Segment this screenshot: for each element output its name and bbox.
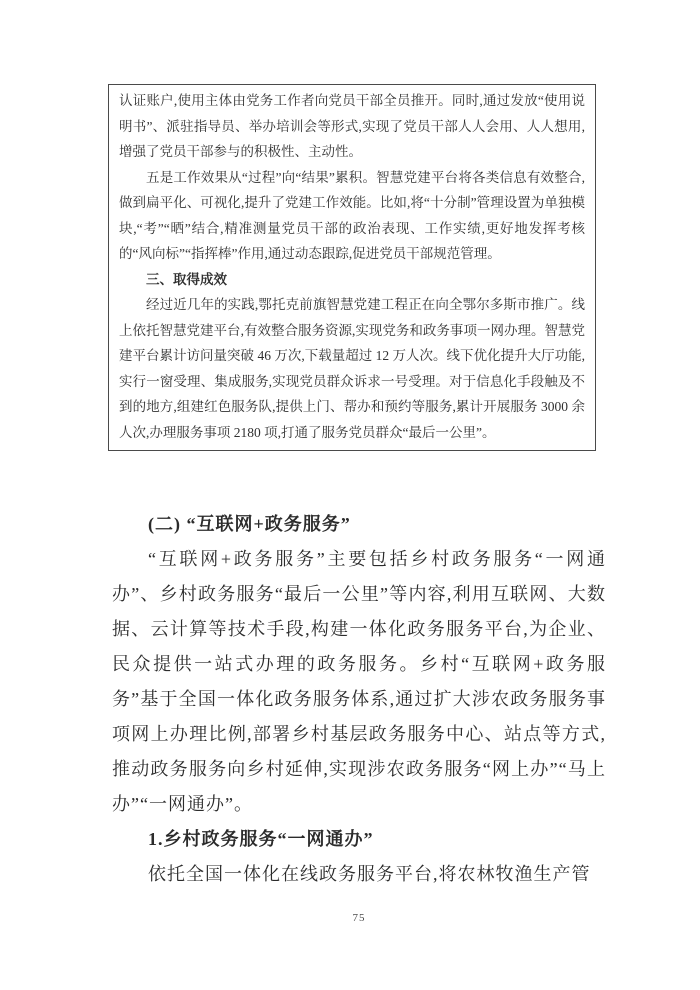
box-paragraph: 经过近几年的实践,鄂托克前旗智慧党建工程正在向全鄂尔多斯市推广。线上依托智慧党建平台,有效整合服务资源,实现党务和政务事项一网办理。智慧党建平台累计访问量突破 46 万次,下载量超过 12 万人次。线下优化提升大厅功能,实行一窗受理、集成服务,实现党员群众诉求一号受理。对于信息化手段触及不到的地方,组建红色服务队,提供上门、帮办和预约等服务,累计开展服务 3000 余人次,办理服务事项 2180 项,打通了服务党员群众“最后一公里”。 [119,297,585,440]
excerpt-text-box [108,84,596,451]
sub-heading-one-network-service: 1.乡村政务服务“一网通办” [148,829,374,849]
box-paragraph: 五是工作效果从“过程”向“结果”累积。智慧党建平台将各类信息有效整合,做到扁平化、可视化,提升了党建工作效能。比如,将“十分制”管理设置为单独模块,“考”“晒”结合,精准测量党员干部的政治表现、工作实绩,更好地发挥考核的“风向标”“指挥棒”作用,通过动态跟踪,促进党员干部规范管理。 [119,169,585,261]
body-paragraph: 依托全国一体化在线政务服务平台,将农林牧渔生产管 [148,864,591,884]
box-heading-achievements: 三、取得成效 [146,271,227,287]
page-number: 75 [352,912,366,924]
box-paragraph-continuation: 认证账户,使用主体由党务工作者向党员干部全员推开。同时,通过发放“使用说明书”、派驻指导员、举办培训会等形式,实现了党员干部人人会用、人人想用,增强了党员干部参与的积极性、主动性。 [119,93,585,159]
body-paragraph: “互联网+政务服务”主要包括乡村政务服务“一网通办”、乡村政务服务“最后一公里”等内容,利用互联网、大数据、云计算等技术手段,构建一体化政务服务平台,为企业、民众提供一站式办理的政务服务。乡村“互联网+政务服务”基于全国一体化政务服务体系,通过扩大涉农政务服务事项网上办理比例,部署乡村基层政务服务中心、站点等方式,推动政务服务向乡村延伸,实现涉农政务服务“网上办”“马上办”“一网通办”。 [112,549,606,814]
section-heading-internet-plus-gov-services: (二) “互联网+政务服务” [148,514,351,534]
main-body [112,507,606,892]
